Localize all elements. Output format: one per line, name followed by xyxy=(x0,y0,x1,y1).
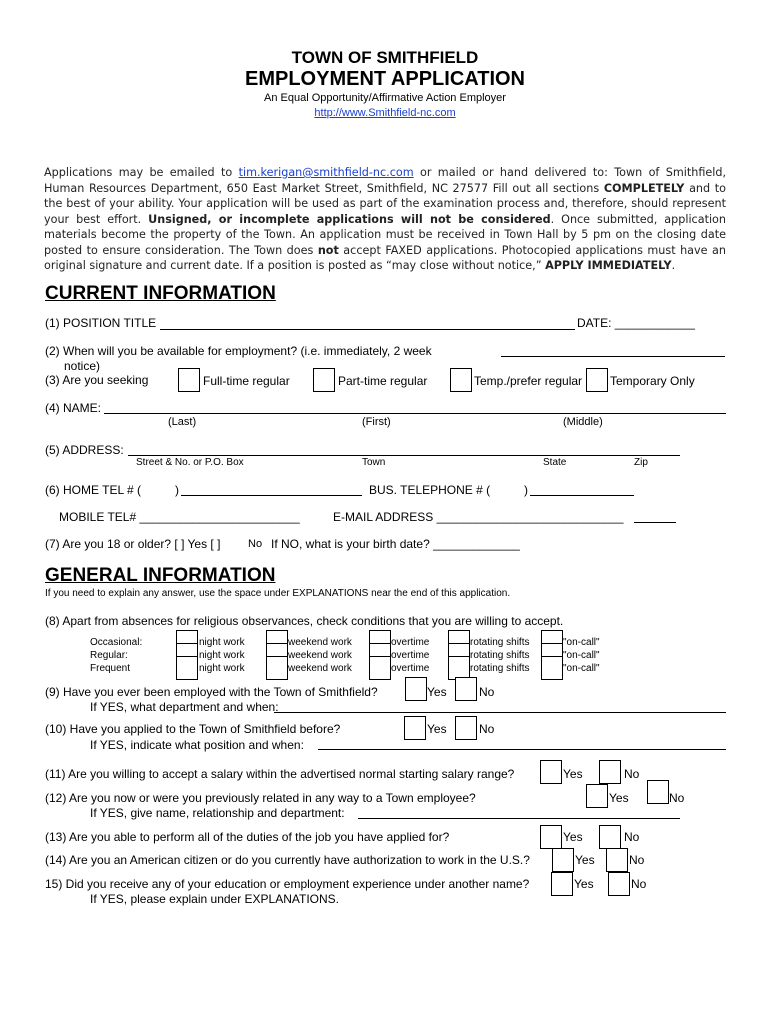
town-caption: Town xyxy=(362,457,386,468)
q12-yes-label: Yes xyxy=(609,791,629,805)
q11-yes-checkbox[interactable] xyxy=(540,760,562,784)
on-call-label: "on-call" xyxy=(563,663,600,674)
first-name-caption: (First) xyxy=(362,416,391,428)
q10-position-line[interactable] xyxy=(318,749,726,750)
q9-label: (9) Have you ever been employed with the Town of Smithfield? xyxy=(45,685,378,699)
night-work-label: night work xyxy=(199,637,245,648)
q10-no-label: No xyxy=(479,722,495,736)
availability-line[interactable] xyxy=(501,356,725,357)
weekend-frequent-checkbox[interactable] xyxy=(266,656,288,680)
last-name-caption: (Last) xyxy=(168,416,197,428)
q8-row-frequent: Frequent xyxy=(90,663,131,674)
temporary-only-checkbox[interactable] xyxy=(586,368,608,392)
q13-yes-checkbox[interactable] xyxy=(540,825,562,849)
q13-yes-label: Yes xyxy=(563,830,583,844)
mobile-tel[interactable]: MOBILE TEL# ________________________ xyxy=(59,510,300,524)
q9-sub: If YES, what department and when: xyxy=(90,700,279,714)
overtime-label: overtime xyxy=(391,637,430,648)
middle-name-caption: (Middle) xyxy=(563,416,603,428)
rotating-shifts-label: rotating shifts xyxy=(470,650,530,661)
q10-sub: If YES, indicate what position and when: xyxy=(90,738,304,752)
q13-label: (13) Are you able to perform all of the duties of the job you have applied for? xyxy=(45,830,450,844)
q9-no-label: No xyxy=(479,685,495,699)
q8-row-regular: Regular: xyxy=(90,650,128,661)
q7-label[interactable]: (7) Are you 18 or older? [ ] Yes [ ] xyxy=(45,537,221,551)
q11-yes-label: Yes xyxy=(563,767,583,781)
overtime-frequent-checkbox[interactable] xyxy=(369,656,391,680)
intro-text: or mailed or hand delivered to: Town of Smithfield, Human Resources Department, 650 East Market Street, Smithfield, NC 27577 Fill out all sections xyxy=(44,166,727,195)
bus-tel-paren: ) xyxy=(524,483,528,497)
on-call-label: "on-call" xyxy=(563,637,600,648)
temp-prefer-label: Temp./prefer regular xyxy=(474,374,583,388)
q9-no-checkbox[interactable] xyxy=(455,677,477,701)
q10-yes-checkbox[interactable] xyxy=(404,716,426,740)
overtime-label: overtime xyxy=(391,663,430,674)
q1-label: (1) POSITION TITLE xyxy=(45,316,157,330)
q8-label: (8) Apart from absences for religious observances, check conditions that you are willing to accept. xyxy=(45,614,564,628)
q3-label: (3) Are you seeking xyxy=(45,373,149,387)
rotating-shifts-label: rotating shifts xyxy=(470,637,530,648)
position-title-line[interactable] xyxy=(160,329,575,330)
intro-bold: COMPLETELY xyxy=(603,181,685,195)
q15-yes-label: Yes xyxy=(574,877,594,891)
intro-text: . Once submitted, application materials become the property of the Town. An application must be received in Town Hall by 5 pm on the closing date posted to ensure consideration. The Town does xyxy=(44,212,726,257)
night-work-label: night work xyxy=(199,663,245,674)
q14-label: (14) Are you an American citizen or do you currently have authorization to work in the U.S.? xyxy=(45,853,530,867)
q6-label: (6) HOME TEL # ( xyxy=(45,483,142,497)
overtime-label: overtime xyxy=(391,650,430,661)
q9-department-line[interactable] xyxy=(274,712,726,713)
q15-no-checkbox[interactable] xyxy=(608,872,630,896)
q12-sub: If YES, give name, relationship and department: xyxy=(90,806,345,820)
q15-label: 15) Did you receive any of your education or employment experience under another name? xyxy=(45,877,530,891)
q15-sub: If YES, please explain under EXPLANATIONS. xyxy=(90,892,340,906)
q12-relation-line[interactable] xyxy=(358,818,680,819)
q2-label-cont: notice) xyxy=(64,359,101,373)
q11-no-checkbox[interactable] xyxy=(599,760,621,784)
q1-date[interactable]: DATE: ____________ xyxy=(577,316,695,330)
full-time-label: Full-time regular xyxy=(203,374,290,388)
intro-text: Applications may be emailed to xyxy=(44,166,239,179)
weekend-work-label: weekend work xyxy=(288,650,352,661)
home-tel-line[interactable] xyxy=(181,495,362,496)
q13-no-label: No xyxy=(624,830,640,844)
bus-tel-line[interactable] xyxy=(530,495,634,496)
intro-text: and to the best of your ability. Your application will be used as part of the examination process and, therefore, should represent your best effort. xyxy=(44,181,726,226)
q15-yes-checkbox[interactable] xyxy=(551,872,573,896)
email-line-tail xyxy=(634,522,676,523)
email-link[interactable]: tim.kerigan@smithfield-nc.com xyxy=(238,166,414,179)
email-address[interactable]: E-MAIL ADDRESS ____________________________ xyxy=(333,510,624,524)
q9-yes-label: Yes xyxy=(427,685,447,699)
form-title: EMPLOYMENT APPLICATION xyxy=(245,68,525,90)
intro-text: accept FAXED applications. Photocopied applications must have an original signature and current date. If a position is posted as “may close without notice,” xyxy=(44,243,726,272)
q12-label: (12) Are you now or were you previously related in any way to a Town employee? xyxy=(45,791,476,805)
bus-tel-label: BUS. TELEPHONE # ( xyxy=(369,483,491,497)
street-caption: Street & No. or P.O. Box xyxy=(136,457,244,468)
on-call-label: "on-call" xyxy=(563,650,600,661)
q12-no-checkbox[interactable] xyxy=(647,780,669,804)
q11-no-label: No xyxy=(624,767,640,781)
address-line[interactable] xyxy=(128,455,680,456)
state-caption: State xyxy=(543,457,567,468)
name-line[interactable] xyxy=(104,413,726,414)
temporary-only-label: Temporary Only xyxy=(610,374,695,388)
town-name: TOWN OF SMITHFIELD xyxy=(291,48,479,67)
q7-no: No xyxy=(248,538,263,550)
q15-no-label: No xyxy=(631,877,647,891)
part-time-checkbox[interactable] xyxy=(313,368,335,392)
on-call-frequent-checkbox[interactable] xyxy=(541,656,563,680)
temp-prefer-checkbox[interactable] xyxy=(450,368,472,392)
q5-label: (5) ADDRESS: xyxy=(45,443,124,457)
q10-no-checkbox[interactable] xyxy=(455,716,477,740)
q13-no-checkbox[interactable] xyxy=(599,825,621,849)
q8-row-occasional: Occasional: xyxy=(90,637,143,648)
weekend-work-label: weekend work xyxy=(288,663,352,674)
instructions-paragraph xyxy=(44,165,726,274)
general-information-heading: GENERAL INFORMATION xyxy=(45,565,276,586)
home-tel-paren: ) xyxy=(175,483,179,497)
q14-no-checkbox[interactable] xyxy=(606,848,628,872)
intro-bold: Unsigned, or incomplete applications will not be considered xyxy=(148,212,551,226)
q7-birthdate[interactable]: If NO, what is your birth date? _____________ xyxy=(271,537,520,551)
part-time-label: Part-time regular xyxy=(338,374,428,388)
q14-no-label: No xyxy=(629,853,645,867)
q12-yes-checkbox[interactable] xyxy=(586,784,608,808)
explain-note: If you need to explain any answer, use the space under EXPLANATIONS near the end of this application. xyxy=(45,588,511,599)
full-time-checkbox[interactable] xyxy=(178,368,200,392)
weekend-work-label: weekend work xyxy=(288,637,352,648)
intro-text: . xyxy=(671,259,676,272)
rotating-shifts-label: rotating shifts xyxy=(470,663,530,674)
night-work-label: night work xyxy=(199,650,245,661)
q14-yes-label: Yes xyxy=(575,853,595,867)
night-frequent-checkbox[interactable] xyxy=(176,656,198,680)
q10-yes-label: Yes xyxy=(427,722,447,736)
current-information-heading: CURRENT INFORMATION xyxy=(45,283,276,304)
eoe-subtitle: An Equal Opportunity/Affirmative Action Employer xyxy=(264,92,506,104)
intro-bold: not xyxy=(317,243,339,257)
zip-caption: Zip xyxy=(634,457,648,468)
q14-yes-checkbox[interactable] xyxy=(552,848,574,872)
intro-bold: APPLY IMMEDIATELY xyxy=(545,259,672,272)
q10-label: (10) Have you applied to the Town of Smithfield before? xyxy=(45,722,341,736)
q12-no-label: No xyxy=(669,791,685,805)
website-link[interactable]: http://www.Smithfield-nc.com xyxy=(314,107,456,119)
q4-label: (4) NAME: xyxy=(45,401,102,415)
q2-label: (2) When will you be available for employment? (i.e. immediately, 2 week xyxy=(45,344,432,358)
q11-label: (11) Are you willing to accept a salary within the advertised normal starting salary range? xyxy=(45,767,515,781)
q9-yes-checkbox[interactable] xyxy=(405,677,427,701)
